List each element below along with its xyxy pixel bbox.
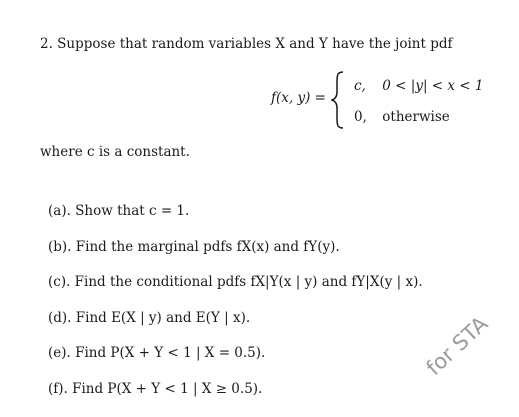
case-value: c, (354, 78, 366, 94)
constant-note: where c is a constant. (40, 144, 190, 160)
problem-statement: 2. Suppose that random variables X and Y have the joint pdf (40, 36, 453, 52)
sub-question-a: (a). Show that c = 1. (48, 203, 190, 219)
sub-question-d: (d). Find E(X | y) and E(Y | x). (48, 309, 251, 326)
case-row-2 (354, 109, 450, 125)
left-brace-icon (331, 70, 345, 130)
equation-lhs: f(x, y) = (271, 90, 326, 106)
case-row-1 (354, 78, 484, 94)
case-condition: 0 < |y| < x < 1 (382, 78, 484, 94)
joint-pdf-equation (271, 70, 501, 130)
sub-question-f: (f). Find P(X + Y < 1 | X ≥ 0.5). (48, 380, 263, 397)
sub-question-list (48, 203, 423, 417)
sub-question-e: (e). Find P(X + Y < 1 | X = 0.5). (48, 345, 266, 362)
watermark: for STA (421, 311, 493, 380)
case-value: 0, (354, 109, 367, 125)
sub-question-b: (b). Find the marginal pdfs fX(x) and fY(y). (48, 238, 340, 255)
case-condition: otherwise (382, 109, 450, 125)
sub-question-c: (c). Find the conditional pdfs fX|Y(x | y) and fY|X(y | x). (48, 274, 423, 291)
